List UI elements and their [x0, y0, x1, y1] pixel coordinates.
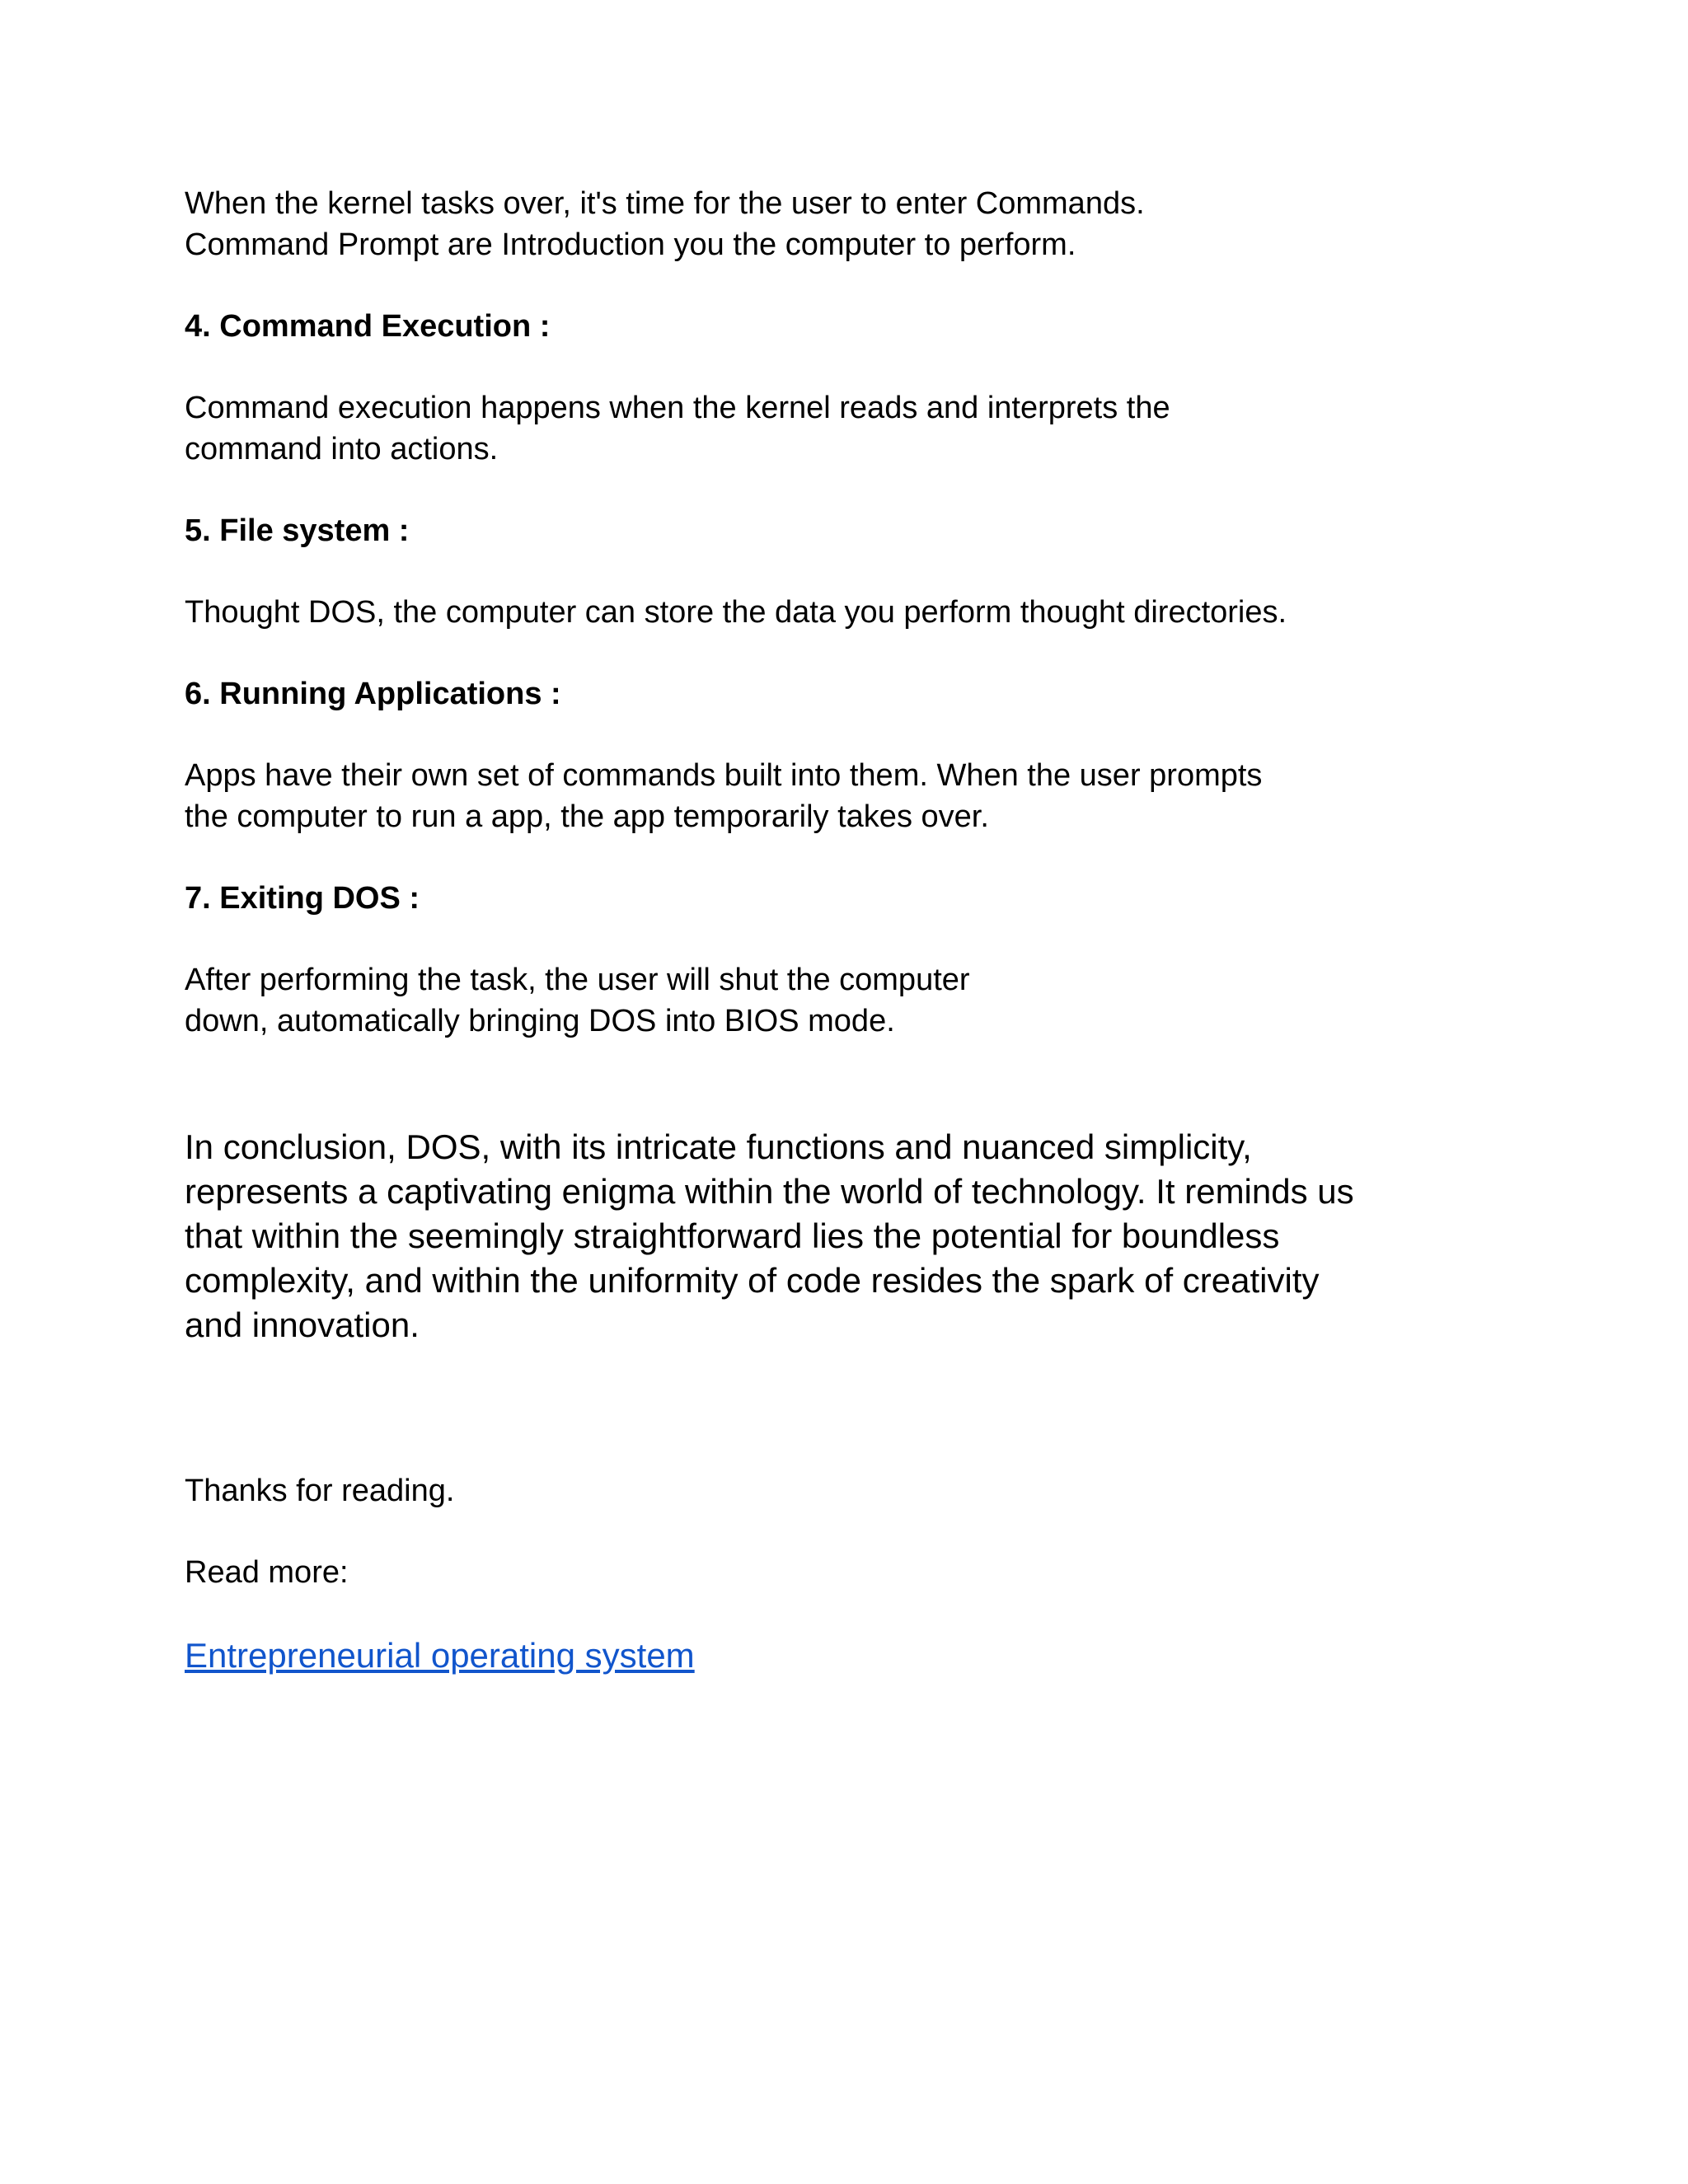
section-heading-exiting-dos: 7. Exiting DOS :	[185, 881, 420, 916]
read-more-label: Read more:	[185, 1555, 349, 1590]
section-heading-file-system: 5. File system :	[185, 513, 410, 548]
thanks-text: Thanks for reading.	[185, 1474, 455, 1508]
section-heading-running-applications: 6. Running Applications :	[185, 677, 561, 711]
document-page	[185, 183, 1372, 1678]
section-body-file-system: Thought DOS, the computer can store the data you perform thought directories.	[185, 595, 1287, 630]
section-body-command-execution: Command execution happens when the kernel reads and interprets the command into actions.	[185, 391, 1170, 466]
section-heading-command-execution: 4. Command Execution :	[185, 309, 551, 344]
section-body-running-applications: Apps have their own set of commands built into them. When the user prompts the computer to run a app, the app temporarily takes over.	[185, 758, 1263, 834]
section-body-exiting-dos: After performing the task, the user will shut the computer down, automatically bringing DOS into BIOS mode.	[185, 963, 970, 1038]
read-more-link[interactable]: Entrepreneurial operating system	[185, 1636, 695, 1675]
conclusion-paragraph: In conclusion, DOS, with its intricate functions and nuanced simplicity, represents a captivating enigma within the world of technology. It reminds us that within the seemingly straightforward lies the potential for boundless complexity, and within the uniformity of code resides the spark of creativity and innovation.	[185, 1127, 1354, 1344]
intro-paragraph: When the kernel tasks over, it's time for the user to enter Commands. Command Prompt are Introduction you the computer to perform.	[185, 186, 1145, 262]
